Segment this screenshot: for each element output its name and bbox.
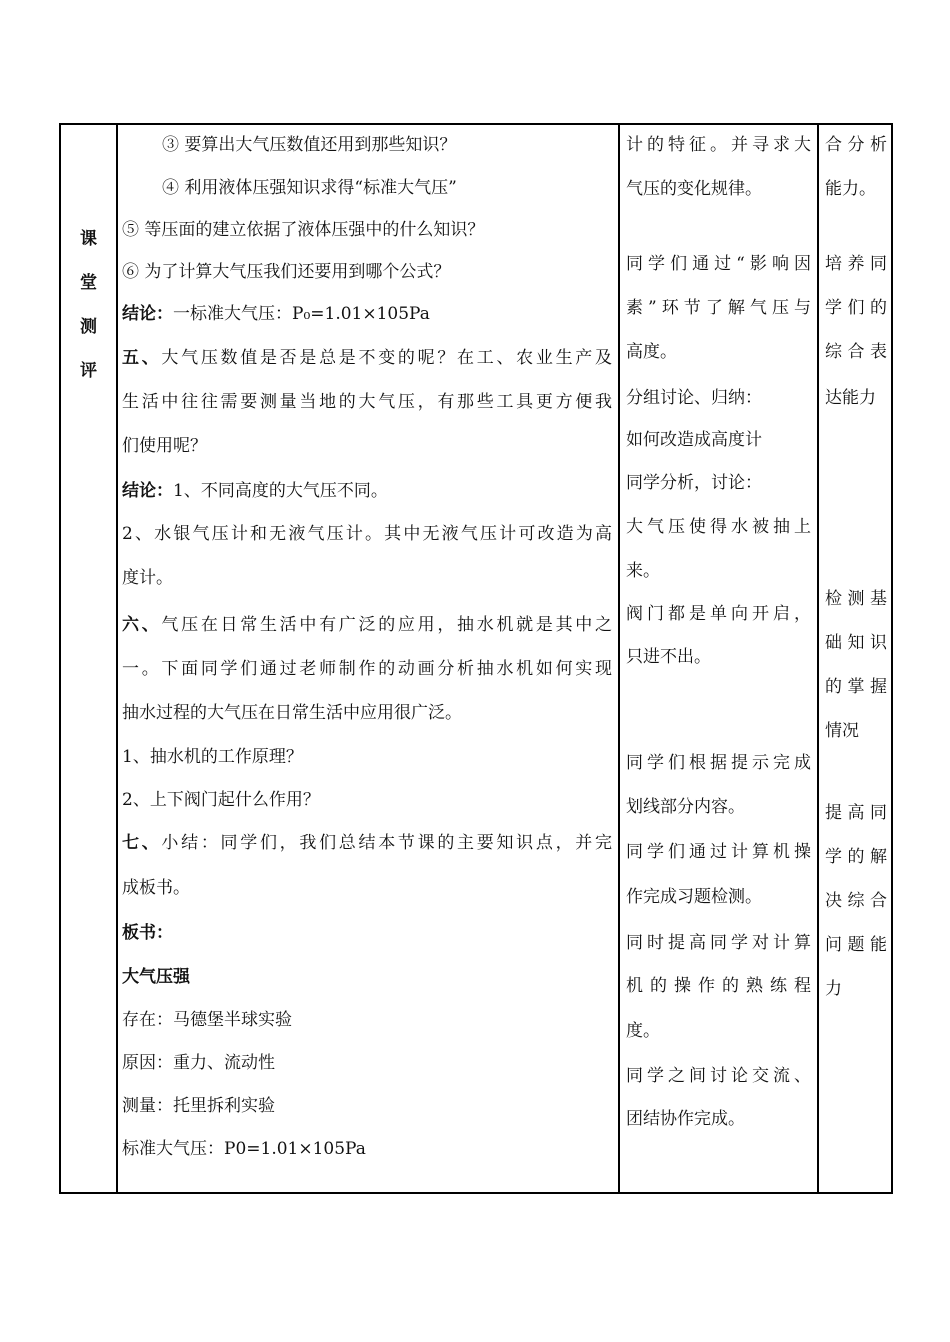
- activity-line: [626, 604, 811, 624]
- line-text: 气压的变化规律。: [626, 179, 762, 199]
- line-text: 检测基: [825, 589, 887, 609]
- content-line: [122, 524, 612, 544]
- activity-line: [626, 517, 811, 537]
- line-text: 标准大气压：P0=1.01×105Pa: [122, 1139, 366, 1159]
- content-line: [122, 1010, 612, 1030]
- purpose-line: [825, 935, 887, 955]
- line-text: 生活中往往需要测量当地的大气压，有那些工具更方便我: [122, 392, 612, 412]
- line-text: 同学分析，讨论：: [626, 473, 762, 493]
- content-line: [122, 878, 612, 898]
- section-title-char: 评: [80, 361, 97, 381]
- line-text: 能力。: [825, 179, 876, 199]
- section-title: [61, 217, 116, 393]
- lesson-table: [59, 123, 893, 1194]
- line-text: ⑥ 为了计算大气压我们还要用到哪个公式？: [122, 262, 451, 282]
- purpose-line: [825, 891, 887, 911]
- content-line: [122, 220, 612, 240]
- line-text: 问题能: [825, 935, 887, 955]
- activity-line: [626, 647, 811, 667]
- line-text: 来。: [626, 561, 660, 581]
- line-text: 小结：同学们，我们总结本节课的主要知识点，并完: [161, 833, 613, 853]
- purpose-line: [825, 803, 887, 823]
- line-text: 同时提高同学对计算: [626, 933, 811, 953]
- line-text: 达能力: [825, 388, 876, 408]
- line-text: 础知识: [825, 633, 887, 653]
- line-text: 的掌握: [825, 677, 887, 697]
- line-text: 阀门都是单向开启，: [626, 604, 811, 624]
- line-text: 同学们根据提示完成: [626, 753, 811, 773]
- content-line: [122, 348, 612, 368]
- line-text: 作完成习题检测。: [626, 887, 762, 907]
- content-line: [122, 392, 612, 412]
- content-line: [122, 747, 612, 767]
- content-line: [122, 967, 612, 987]
- design-purpose-cell: [819, 125, 893, 1192]
- line-text: 力: [825, 979, 842, 999]
- bold-lead-label: 结论：: [122, 304, 173, 324]
- content-line: [122, 659, 612, 679]
- line-text: 2、水银气压计和无液气压计。其中无液气压计可改造为高: [122, 524, 612, 544]
- activity-line: [626, 797, 811, 817]
- purpose-line: [825, 589, 887, 609]
- line-text: 提高同: [825, 803, 887, 823]
- line-text: 大气压使得水被抽上: [626, 517, 811, 537]
- line-text: 合分析: [825, 135, 887, 155]
- content-line: [122, 1139, 612, 1159]
- line-text: 气压在日常生活中有广泛的应用，抽水机就是其中之: [161, 615, 613, 635]
- content-line: [122, 833, 612, 853]
- content-line: [122, 1053, 612, 1073]
- line-text: 度。: [626, 1021, 660, 1041]
- bold-lead-label: 板书：: [122, 923, 173, 943]
- activity-line: [626, 388, 811, 408]
- activity-line: [626, 933, 811, 953]
- content-line: [122, 923, 612, 943]
- teaching-content-cell: [118, 125, 618, 1192]
- line-text: 一。下面同学们通过老师制作的动画分析抽水机如何实现: [122, 659, 612, 679]
- line-text: 度计。: [122, 568, 173, 588]
- line-text: 如何改造成高度计: [626, 430, 762, 450]
- purpose-line: [825, 342, 887, 362]
- line-text: 存在：马德堡半球实验: [122, 1010, 292, 1030]
- bold-lead-label: 五、: [122, 348, 162, 368]
- bold-lead-label: 大气压强: [122, 967, 190, 987]
- content-line: [122, 615, 612, 635]
- line-text: 1、抽水机的工作原理？: [122, 747, 303, 767]
- activity-line: [626, 179, 811, 199]
- content-line: [122, 262, 612, 282]
- line-text: 一标准大气压：P₀=1.01×105Pa: [173, 304, 430, 324]
- activity-line: [626, 1109, 811, 1129]
- purpose-line: [825, 979, 887, 999]
- line-text: 测量：托里拆利实验: [122, 1096, 275, 1116]
- purpose-line: [825, 388, 887, 408]
- content-line: [122, 436, 612, 456]
- bold-lead-label: 六、: [122, 615, 162, 635]
- activity-line: [626, 298, 811, 318]
- section-title-char: 课: [80, 229, 97, 249]
- line-text: 抽水过程的大气压在日常生活中应用很广泛。: [122, 703, 462, 723]
- activity-line: [626, 887, 811, 907]
- line-text: 同学们通过计算机操: [626, 842, 811, 862]
- bold-lead-label: 结论：: [122, 481, 173, 501]
- purpose-line: [825, 254, 887, 274]
- line-text: ④ 利用液体压强知识求得“标准大气压”: [162, 178, 457, 198]
- line-text: ③ 要算出大气压数值还用到那些知识？: [162, 135, 457, 155]
- section-title-cell: [61, 125, 116, 1192]
- line-text: 素”环节了解气压与: [626, 298, 811, 318]
- activity-line: [626, 1066, 811, 1086]
- line-text: 学们的: [825, 298, 887, 318]
- activity-line: [626, 135, 811, 155]
- line-text: 原因：重力、流动性: [122, 1053, 275, 1073]
- line-text: 划线部分内容。: [626, 797, 745, 817]
- content-line: [122, 1096, 612, 1116]
- content-line: [122, 135, 612, 155]
- line-text: 同学之间讨论交流、: [626, 1066, 811, 1086]
- line-text: 学的解: [825, 847, 887, 867]
- line-text: 情况: [825, 721, 859, 741]
- content-line: [122, 790, 612, 810]
- line-text: 大气压数值是否是总是不变的呢？在工、农业生产及: [161, 348, 613, 368]
- content-line: [122, 304, 612, 324]
- line-text: 们使用呢？: [122, 436, 207, 456]
- purpose-line: [825, 179, 887, 199]
- activity-line: [626, 976, 811, 996]
- section-title-char: 测: [80, 317, 97, 337]
- activity-line: [626, 561, 811, 581]
- line-text: 同学们通过“影响因: [626, 254, 811, 274]
- line-text: 1、不同高度的大气压不同。: [173, 481, 388, 501]
- content-line: [122, 703, 612, 723]
- purpose-line: [825, 677, 887, 697]
- line-text: 培养同: [825, 254, 887, 274]
- activity-line: [626, 254, 811, 274]
- section-title-char: 堂: [80, 273, 97, 293]
- activity-line: [626, 430, 811, 450]
- purpose-line: [825, 847, 887, 867]
- line-text: 计的特征。并寻求大: [626, 135, 811, 155]
- line-text: 高度。: [626, 342, 677, 362]
- line-text: 分组讨论、归纳：: [626, 388, 762, 408]
- student-activity-cell: [620, 125, 817, 1192]
- activity-line: [626, 473, 811, 493]
- purpose-line: [825, 633, 887, 653]
- line-text: 机的操作的熟练程: [626, 976, 811, 996]
- line-text: ⑤ 等压面的建立依据了液体压强中的什么知识？: [122, 220, 485, 240]
- purpose-line: [825, 298, 887, 318]
- content-line: [122, 568, 612, 588]
- bold-lead-label: 七、: [122, 833, 162, 853]
- content-line: [122, 481, 612, 501]
- line-text: 只进不出。: [626, 647, 711, 667]
- activity-line: [626, 1021, 811, 1041]
- purpose-line: [825, 135, 887, 155]
- activity-line: [626, 753, 811, 773]
- line-text: 2、上下阀门起什么作用？: [122, 790, 320, 810]
- line-text: 综合表: [825, 342, 887, 362]
- activity-line: [626, 842, 811, 862]
- purpose-line: [825, 721, 887, 741]
- line-text: 成板书。: [122, 878, 190, 898]
- line-text: 决综合: [825, 891, 887, 911]
- content-line: [122, 178, 612, 198]
- line-text: 团结协作完成。: [626, 1109, 745, 1129]
- activity-line: [626, 342, 811, 362]
